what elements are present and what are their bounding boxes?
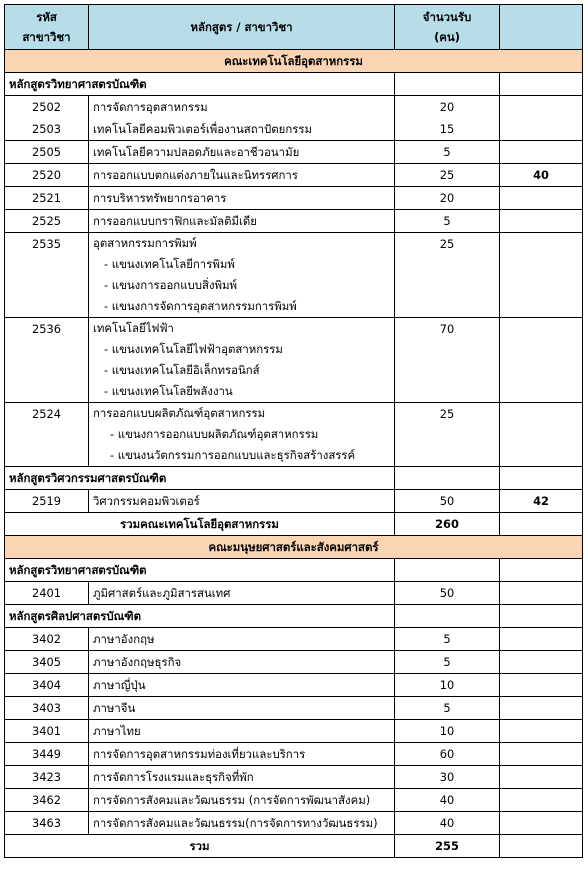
degree-name: หลักสูตรศิลปศาสตรบัณฑิต [5,605,395,628]
program-code: 3463 [5,812,89,835]
program-capacity: 20 15 [395,96,500,141]
table-row [5,674,583,697]
table-row [5,233,583,318]
program-name: เทคโนโลยีความปลอดภัยและอาชีวอนามัย [89,141,395,164]
total-row [5,835,583,858]
table-row [5,812,583,835]
program-track: - แขนงการออกแบบสิ่งพิมพ์ [104,278,238,292]
faculty-name: คณะมนุษยศาสตร์และสังคมศาสตร์ [5,536,583,559]
program-code: 3462 [5,789,89,812]
program-track: - แขนงเทคโนโลยีพลังงาน [104,384,233,398]
degree-row [5,73,583,96]
total-value: 255 [395,835,500,858]
program-capacity: 5 [395,141,500,164]
program-name: การจัดการอุตสาหกรรม เทคโนโลยีคอมพิวเตอร์เพื่องานสถาปัตยกรรม [89,96,395,141]
program-track: - แขนงการออกแบบผลิตภัณฑ์อุตสาหกรรม [110,427,319,441]
program-name: อุตสาหกรรมการพิมพ์ - แขนงเทคโนโลยีการพิมพ์ - แขนงการออกแบบสิ่งพิมพ์ - แขนงการจัดการอุตสาหกรรมการพิมพ์ [89,233,395,318]
degree-name: หลักสูตรวิศวกรรมศาสตรบัณฑิต [5,467,395,490]
degree-name: หลักสูตรวิทยาศาสตรบัณฑิต [5,73,395,96]
program-code: 3423 [5,766,89,789]
program-capacity: 40 [395,812,500,835]
table-header-row [5,5,583,50]
program-name: เทคโนโลยีไฟฟ้า - แขนงเทคโนโลยีไฟฟ้าอุตสาหกรรม - แขนงเทคโนโลยีอิเล็กทรอนิกส์ - แขนงเทคโนโลยีพลังงาน [89,318,395,403]
program-name: การบริหารทรัพยากรอาคาร [89,187,395,210]
program-code: 2524 [5,403,89,467]
program-track: - แขนงเทคโนโลยีไฟฟ้าอุตสาหกรรม [104,342,283,356]
program-capacity: 5 [395,210,500,233]
program-capacity: 20 [395,187,500,210]
program-track: - แขนงเทคโนโลยีการพิมพ์ [104,257,235,271]
program-capacity: 10 [395,674,500,697]
program-name: ภูมิศาสตร์และภูมิสารสนเทศ [89,582,395,605]
program-code: 2519 [5,490,89,513]
program-capacity: 40 [395,789,500,812]
table-row [5,743,583,766]
program-name: การจัดการสังคมและวัฒนธรรม (การจัดการพัฒนาสังคม) [89,789,395,812]
program-name: ภาษาไทย [89,720,395,743]
program-extra-value: 42 [500,490,583,513]
program-code: 2401 [5,582,89,605]
program-capacity: 10 [395,720,500,743]
program-code: 3403 [5,697,89,720]
program-capacity: 30 [395,766,500,789]
table-row [5,789,583,812]
program-name: การจัดการอุตสาหกรรมท่องเที่ยวและบริการ [89,743,395,766]
program-code: 3401 [5,720,89,743]
faculty-row [5,50,583,73]
table-row [5,582,583,605]
program-name: ภาษาอังกฤษ [89,628,395,651]
program-name: การออกแบบตกแต่งภายในและนิทรรศการ [89,164,395,187]
table-row [5,697,583,720]
total-label: รวมคณะเทคโนโลยีอุตสาหกรรม [5,513,395,536]
program-name: การออกแบบกราฟิกและมัลติมีเดีย [89,210,395,233]
program-capacity: 25 [395,403,500,467]
program-code: 2502 2503 [5,96,89,141]
program-capacity: 50 [395,582,500,605]
header-program: หลักสูตร / สาขาวิชา [89,5,395,50]
program-code: 2505 [5,141,89,164]
program-name: การจัดการสังคมและวัฒนธรรม(การจัดการทางวัฒนธรรม) [89,812,395,835]
program-code: 3404 [5,674,89,697]
table-row [5,766,583,789]
table-row [5,628,583,651]
program-name: ภาษาญี่ปุ่น [89,674,395,697]
program-name: วิศวกรรมคอมพิวเตอร์ [89,490,395,513]
program-name: ภาษาจีน [89,697,395,720]
header-capacity: จำนวนรับ (คน) [395,5,500,50]
degree-row [5,467,583,490]
total-row [5,513,583,536]
program-code: 3402 [5,628,89,651]
program-code: 3405 [5,651,89,674]
table-row [5,96,583,141]
total-label: รวม [5,835,395,858]
program-capacity: 60 [395,743,500,766]
total-value: 260 [395,513,500,536]
table-row [5,141,583,164]
header-code: รหัส สาขาวิชา [5,5,89,50]
degree-row [5,605,583,628]
table-row [5,651,583,674]
table-row [5,403,583,467]
program-code: 3449 [5,743,89,766]
program-code: 2521 [5,187,89,210]
table-row [5,318,583,403]
program-code: 2535 [5,233,89,318]
table-row [5,210,583,233]
degree-row [5,559,583,582]
program-code: 2520 [5,164,89,187]
program-track: - แขนงเทคโนโลยีอิเล็กทรอนิกส์ [104,363,260,377]
faculty-row [5,536,583,559]
program-capacity: 50 [395,490,500,513]
program-capacity: 5 [395,651,500,674]
program-capacity: 70 [395,318,500,403]
program-track: - แขนงนวัตกรรมการออกแบบและธุรกิจสร้างสรรค์ [110,448,356,462]
program-capacity: 5 [395,697,500,720]
admission-table [4,4,583,858]
program-capacity: 25 [395,164,500,187]
table-row [5,187,583,210]
program-capacity: 5 [395,628,500,651]
program-code: 2525 [5,210,89,233]
faculty-name: คณะเทคโนโลยีอุตสาหกรรม [5,50,583,73]
header-extra [500,5,583,50]
program-name: ภาษาอังกฤษธุรกิจ [89,651,395,674]
program-extra-value: 40 [500,164,583,187]
program-name: การจัดการโรงแรมและธุรกิจที่พัก [89,766,395,789]
program-capacity: 25 [395,233,500,318]
degree-name: หลักสูตรวิทยาศาสตรบัณฑิต [5,559,395,582]
table-row [5,720,583,743]
table-row [5,490,583,513]
program-code: 2536 [5,318,89,403]
table-row [5,164,583,187]
program-name: การออกแบบผลิตภัณฑ์อุตสาหกรรม - แขนงการออกแบบผลิตภัณฑ์อุตสาหกรรม - แขนงนวัตกรรมการออกแบบและธุรกิจสร้างสรรค์ [89,403,395,467]
program-track: - แขนงการจัดการอุตสาหกรรมการพิมพ์ [104,299,297,313]
